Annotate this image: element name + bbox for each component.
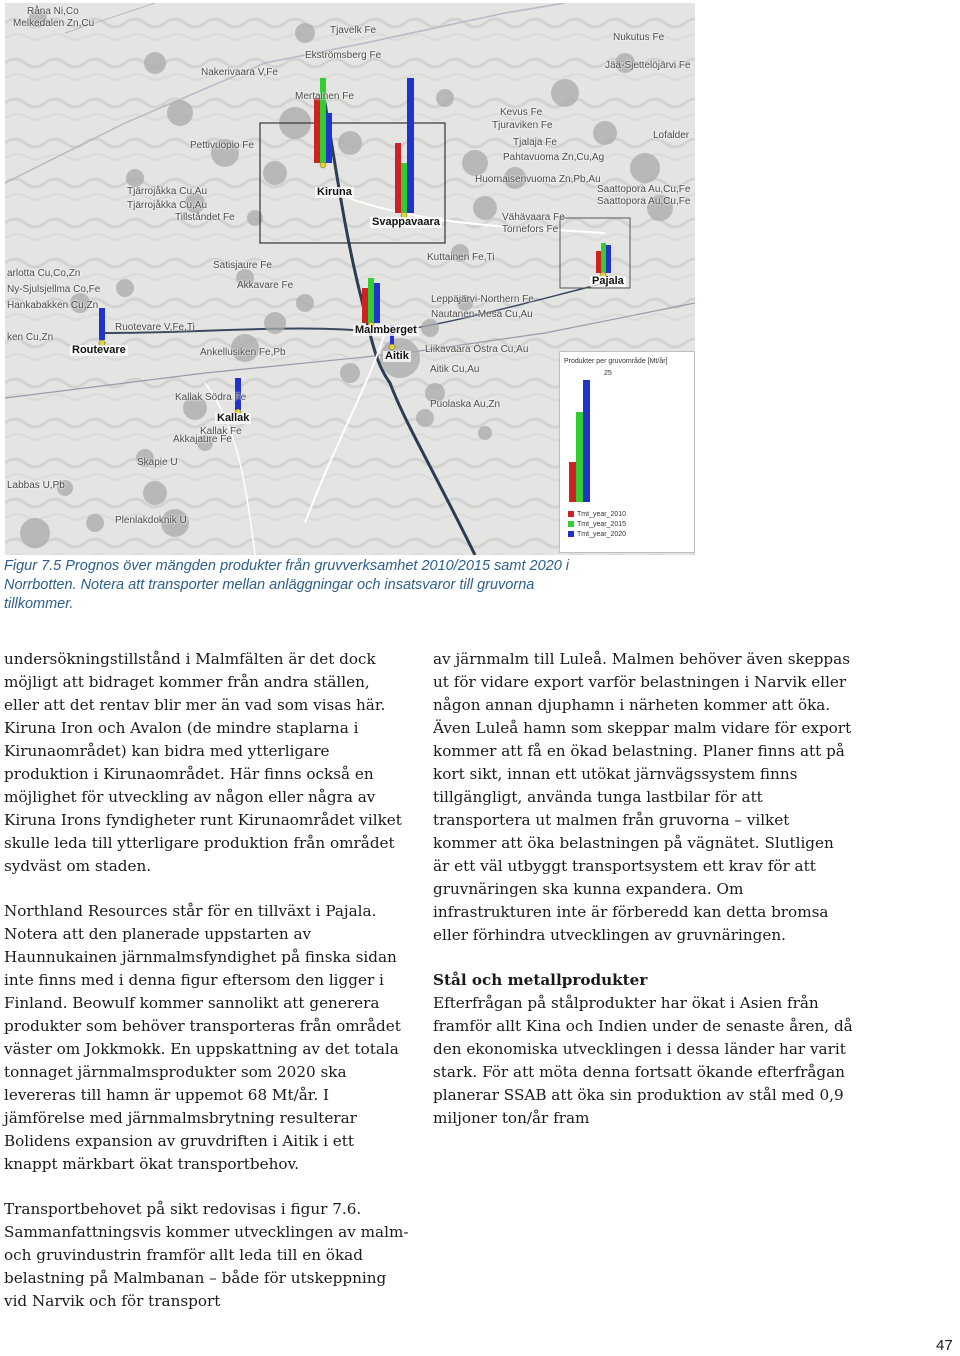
map-label: Vähävaara Fe [502, 212, 565, 223]
body-paragraph: av järnmalm till Luleå. Malmen behöver även skeppas ut för vidare export varför belastningen i Narvik eller någon annan djuphamn i närheten kommer att öka. Även Luleå hamn som skeppar malm vidare för export kommer att få en ökad belastning. Planer finns att på kort sikt, innan ett utökat järnvägssystem finns tillgängligt, använda tunga lastbilar för att transportera ut malmen från gruvorna – vilket kommer att öka belastningen på vägnätet. Slutligen är ett väl utbyggt transportsystem ett krav för att gruvnäringen ska kunna expandera. Om infrastrukturen inte är förberedd kan detta bromsa eller förhindra utvecklingen av gruvnäringen. [433, 650, 852, 944]
body-paragraph: undersökningstillstånd i Malmfälten är det dock möjligt att bidraget kommer från andra ställen, eller att det rentav blir mer än vad som visas här. Kiruna Iron och Avalon (de mindre staplarna i Kirunaområdet) kan bidra med ytterligare produktion i Kirunaområdet. Här finns också en möjlighet för utveckling av någon eller några av Kiruna Irons fyndigheter runt Kirunaområdet vilket skulle leda till ytterligare produktion från området sydväst om staden. [4, 650, 402, 875]
map-label: Kallak Fe [200, 426, 242, 437]
map-label: Kevus Fe [500, 107, 543, 118]
map-label: Nukutus Fe [613, 32, 665, 43]
map-label: Melkedalen Zn,Cu [13, 18, 95, 29]
legend-item-label: Tmt_year_2010 [577, 510, 627, 518]
map-label: Mertainen Fe [295, 91, 354, 102]
town-label-aitik: Aitik [385, 350, 409, 362]
legend-item-2010 [568, 509, 626, 519]
map-label: Satisjaure Fe [213, 260, 272, 271]
map-label: Kallak Södra Fe [175, 392, 247, 403]
map-label: Saattopora Au,Cu,Fe [597, 184, 691, 195]
map-label: Tjärrojåkka Cu,Au [127, 200, 208, 211]
body-paragraph: Northland Resources står för en tillväxt i Pajala. Notera att den planerade uppstarten av Haunnukainen järnmalmsfyndighet på finska sidan inte finns med i denna figur eftersom den ligger i Finland. Beowulf kommer sannolikt att generera produkter som behöver transporteras från området väster om Jokkmokk. En uppskattning av det totala tonnaget järnmalmsprodukter som 2020 ska levereras till hamn är uppemot 68 Mt/år. I jämförelse med järnmalmsbrytning resulterar Bolidens expansion av gruvdriften i Aitik i ett knappt märkbart ökat transportbehov. [4, 902, 401, 1173]
map-label: Aitik Cu,Au [430, 364, 480, 375]
legend-item-label: Tmt_year_2020 [577, 530, 627, 538]
section-heading: Stål och metallprodukter [433, 971, 648, 989]
legend-title: Produkter per gruvområde [Mt/år] [564, 358, 668, 365]
map-label: Tjavelk Fe [330, 25, 377, 36]
map-label: Nakerivaara V,Fe [201, 67, 278, 78]
map-label: Råna Ni,Co [27, 6, 79, 17]
town-label-kallak: Kallak [217, 412, 250, 424]
map-label: Puolaska Au,Zn [430, 399, 501, 410]
right-column [433, 648, 853, 1152]
map-label: Plenlakdoknik U [115, 515, 187, 526]
map-label: Akkajaure Fe [173, 434, 232, 445]
legend-swatch [568, 531, 574, 537]
production-map-figure [5, 3, 695, 555]
map-label: Jää-Sjettelöjärvi Fe [605, 60, 691, 71]
map-label: Kuttainen Fe,Ti [427, 252, 495, 263]
town-label-kiruna: Kiruna [317, 186, 352, 198]
map-label: Saattopora Au,Cu,Fe [597, 196, 691, 207]
page-number: 47 [936, 1337, 953, 1354]
map-label: Tjärrojåkka Cu,Au [127, 186, 208, 197]
body-paragraph: Transportbehovet på sikt redovisas i figur 7.6. Sammanfattningsvis kommer utvecklingen av malm- och gruvindustrin framför allt leda till en ökad belastning på Malmbanan – både för utskeppning vid Narvik och för transport [4, 1200, 409, 1310]
body-paragraph: Efterfrågan på stålprodukter har ökat i Asien från framför allt Kina och Indien under de senaste åren, då den ekonomiska utvecklingen i dessa länder har varit stark. För att möta denna fortsatt ökande efterfrågan planerar SSAB att öka sin produktion av stål med 0,9 miljoner ton/år fram [433, 994, 853, 1127]
map-label: Nautanen-Mesa Cu,Au [431, 309, 533, 320]
map-legend [559, 351, 695, 553]
map-label: Tjuraviken Fe [492, 120, 553, 131]
map-label: Labbas U,Pb [7, 480, 65, 491]
map-label: Huornaisenvuoma Zn,Pb,Au [475, 174, 601, 185]
map-label: Akkavare Fe [237, 280, 294, 291]
map-label: Liikavaara Östra Cu,Au [425, 344, 529, 355]
map-label: Tjalaja Fe [513, 137, 557, 148]
legend-scale-value: 25 [604, 370, 612, 377]
map-label: Leppäjärvi-Northern Fe [431, 294, 534, 305]
legend-swatch [568, 511, 574, 517]
map-label: Lofalder [653, 130, 690, 141]
map-label: Pettivuopio Fe [190, 140, 254, 151]
town-label-svappavaara: Svappavaara [372, 216, 440, 228]
town-label-routevare: Routevare [72, 344, 126, 356]
map-label: Ekströmsberg Fe [305, 50, 382, 61]
map-label: ken Cu,Zn [7, 332, 54, 343]
left-column [4, 648, 409, 1335]
legend-items [568, 509, 626, 539]
legend-sample-bars [560, 352, 694, 502]
legend-swatch [568, 521, 574, 527]
map-label: arlotta Cu,Co,Zn [7, 268, 81, 279]
legend-item-2020 [568, 529, 626, 539]
map-label: Tillståndet Fe [175, 212, 235, 223]
map-label: Hankabakken Cu,Zn [7, 300, 99, 311]
figure-caption: Figur 7.5 Prognos över mängden produkter från gruvverksamhet 2010/2015 samt 2020 i Norrbotten. Notera att transporter mellan anläggningar och insatsvaror till gruvorna tillkommer. [4, 558, 570, 612]
town-label-malmberget: Malmberget [355, 324, 417, 336]
map-label: Ny-Sjulsjellma Co,Fe [7, 284, 101, 295]
town-label-pajala: Pajala [592, 275, 624, 287]
map-label: Ankellusiken Fe,Pb [200, 347, 286, 358]
legend-item-2015 [568, 519, 626, 529]
legend-item-label: Tmt_year_2015 [577, 520, 627, 528]
map-label: Skapie U [137, 457, 178, 468]
map-label: Pahtavuoma Zn,Cu,Ag [503, 152, 605, 163]
map-label: Tornefors Fe [502, 224, 559, 235]
map-label: Ruotevare V,Fe,Ti [115, 322, 195, 333]
